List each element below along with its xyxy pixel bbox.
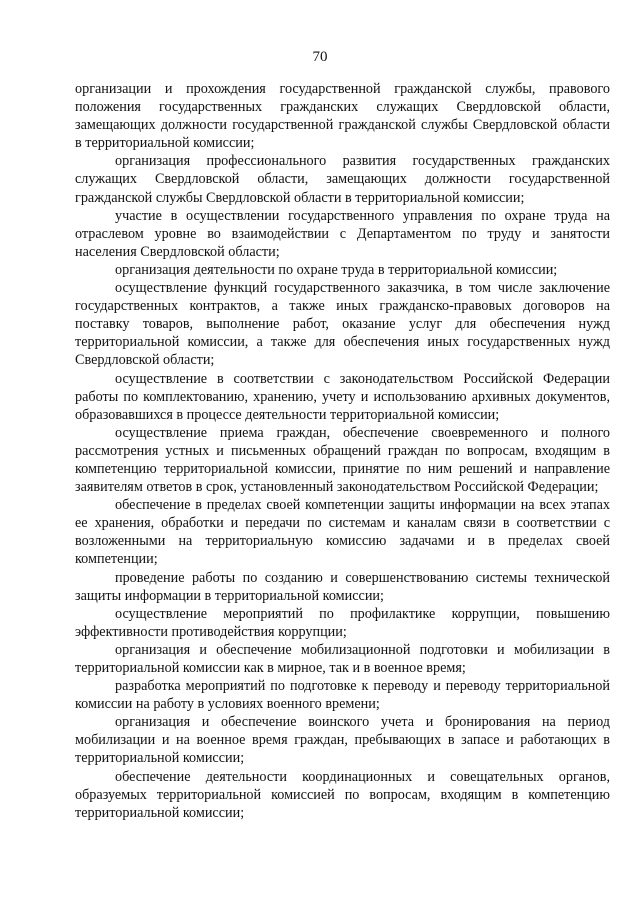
paragraph: обеспечение в пределах своей компетенции защиты информации на всех этапах ее хранения, обработки и передачи по системам и каналам связи в соответствии с возложенными на территориальную комиссию задачами и в пределах своей компетенции; bbox=[75, 497, 610, 568]
paragraph: обеспечение деятельности координационных и совещательных органов, образуемых территориальной комиссией по вопросам, входящим в компетенцию территориальной комиссии; bbox=[75, 768, 610, 821]
paragraph: участие в осуществлении государственного управления по охране труда на отраслевом уровне во взаимодействии с Департаментом по труду и занятости населения Свердловской области; bbox=[75, 207, 610, 260]
paragraph: организация и обеспечение мобилизационной подготовки и мобилизации в территориальной комиссии как в мирное, так и в военное время; bbox=[75, 641, 610, 676]
paragraph-continuation: организации и прохождения государственной гражданской службы, правового положения государственных гражданских служащих Свердловской области, замещающих должности государственной гражданской службы Свердловской области в территориальной комиссии; bbox=[75, 81, 610, 152]
paragraph: организация профессионального развития государственных гражданских служащих Свердловской области, замещающих должности государственной гражданской службы Свердловской области в территориальной комиссии; bbox=[75, 153, 610, 206]
page-number: 70 bbox=[312, 49, 328, 65]
body-text bbox=[75, 80, 610, 822]
paragraph: проведение работы по созданию и совершенствованию системы технической защиты информации в территориальной комиссии; bbox=[75, 569, 610, 604]
paragraph: осуществление в соответствии с законодательством Российской Федерации работы по комплектованию, хранению, учету и использованию архивных документов, образовавшихся в процессе деятельности территориальной комиссии; bbox=[75, 370, 610, 423]
paragraph: осуществление мероприятий по профилактике коррупции, повышению эффективности противодействия коррупции; bbox=[75, 605, 610, 640]
paragraph: осуществление функций государственного заказчика, в том числе заключение государственных контрактов, а также иных гражданско-правовых договоров на поставку товаров, выполнение работ, оказание услуг для обеспечения нужд территориальной комиссии, а также для обеспечения иных государственных нужд Свердловской области; bbox=[75, 280, 610, 369]
paragraph: организация деятельности по охране труда в территориальной комиссии; bbox=[115, 261, 558, 278]
paragraph: организация и обеспечение воинского учета и бронирования на период мобилизации и на военное время граждан, пребывающих в запасе и работающих в территориальной комиссии; bbox=[75, 714, 610, 767]
paragraph: осуществление приема граждан, обеспечение своевременного и полного рассмотрения устных и письменных обращений граждан по вопросам, входящим в компетенцию территориальной комиссии, принятие по ним решений и направление заявителям ответов в срок, установленный законодательством Российской Федерации; bbox=[75, 424, 610, 496]
paragraph: разработка мероприятий по подготовке к переводу и переводу территориальной комиссии на работу в условиях военного времени; bbox=[75, 678, 610, 713]
